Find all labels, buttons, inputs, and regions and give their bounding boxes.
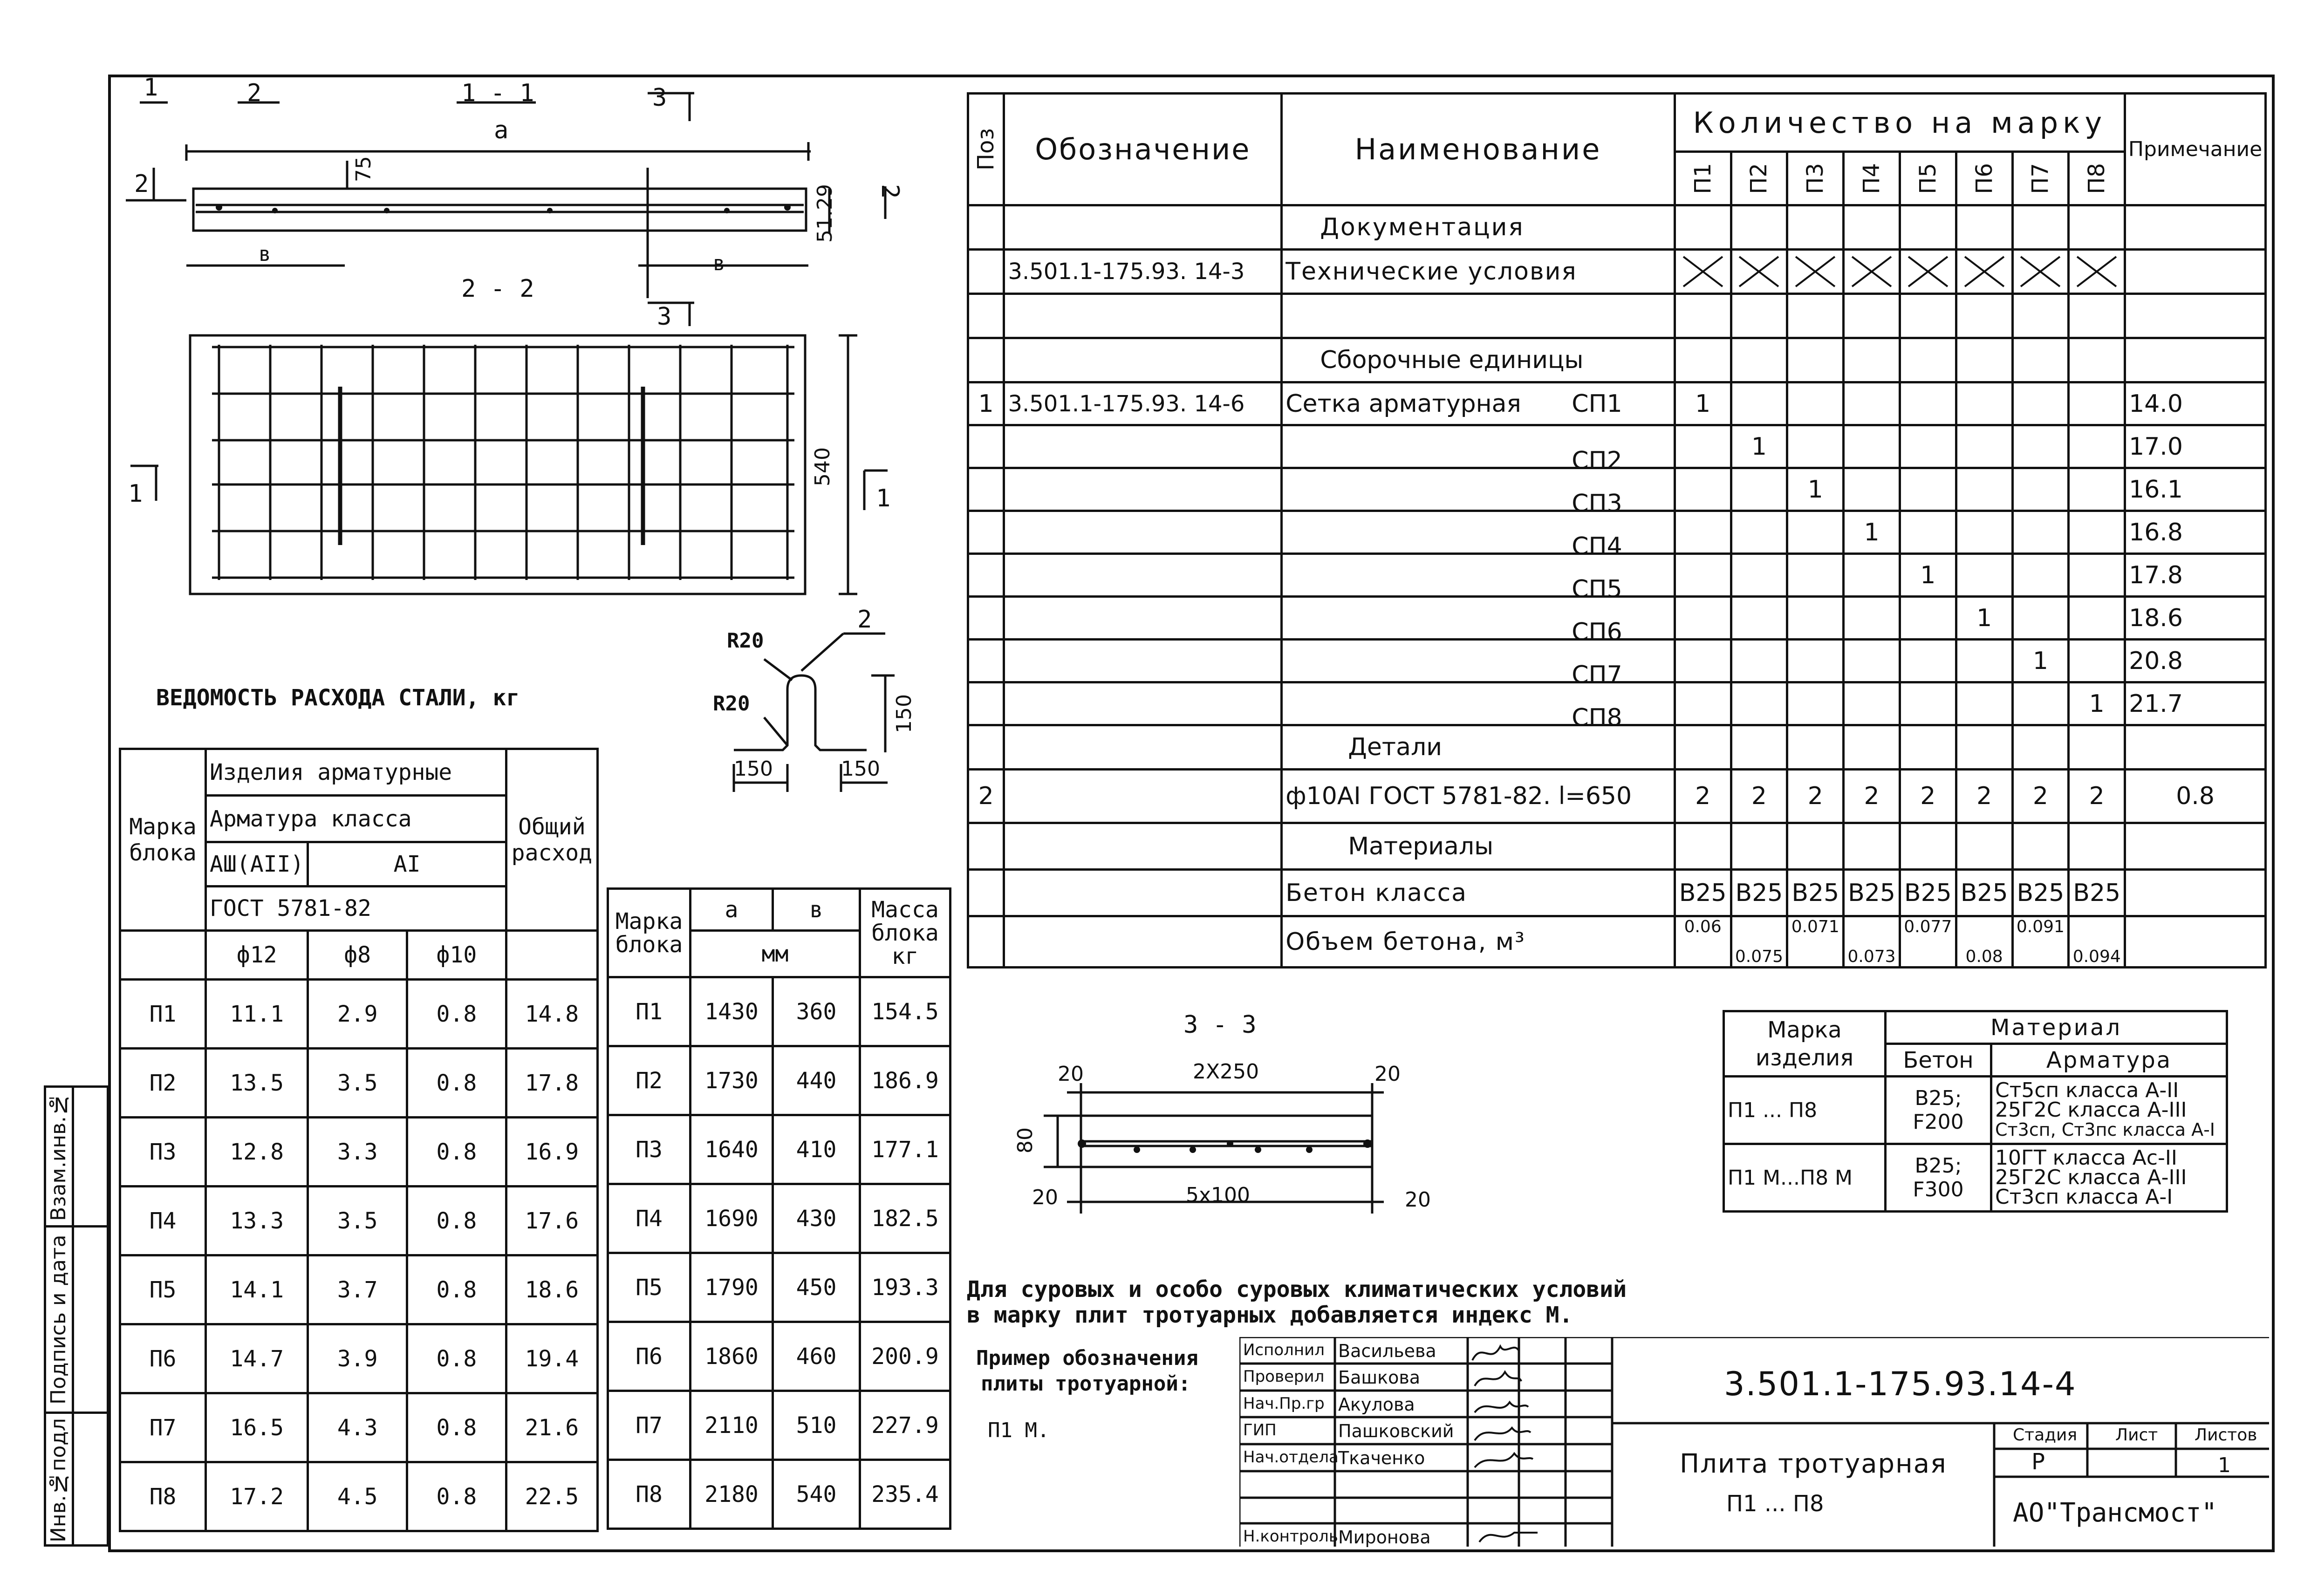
mat-th-mark: Марка изделия [1724,1011,1886,1077]
hook-dim-150-v: 150 [892,694,916,733]
spec-section-materials: Материалы [1282,823,1675,870]
spec-mark-П6: П6 [1971,163,1997,194]
spec-doc-cross-П8 [2069,250,2125,294]
hook-dim-150-left: 150 [734,757,773,781]
spec-concrete-name: Бетон класса [1282,870,1675,916]
sheet-label: Лист [2115,1425,2158,1445]
section-3-3-title: 3 - 3 [1183,1011,1257,1039]
spec-doc-cross-П5 [1900,250,1956,294]
dims-th-a: а [691,889,773,931]
spec-mark-П7: П7 [2027,163,2054,194]
dims-th-b: в [773,889,860,931]
spec-doc-cross-П4 [1844,250,1900,294]
spec-volume-name: Объем бетона, м³ [1282,916,1675,968]
side-stamp-sign: Подпись и дата [47,1235,70,1405]
mark-2-left: 2 [134,170,149,198]
table-row: П5 1790 450 193.3 [608,1253,950,1322]
table-row: СП8 1 21.7 [968,682,2266,725]
steel-th-total: Общий расход [506,749,597,931]
person-name: Акулова [1338,1394,1415,1415]
person-name: Васильева [1338,1341,1436,1361]
table-row: П3 1640 410 177.1 [608,1115,950,1184]
s33-dim-5x100: 5x100 [1186,1183,1251,1207]
dim-540: 540 [811,447,834,486]
spec-section-docs: Документация [1282,205,1675,250]
dim-b-right: в [713,252,725,275]
person-name: Пашковский [1338,1421,1454,1441]
dims-th-mass: Масса блока кг [860,889,950,977]
spec-mark-П2: П2 [1746,163,1772,194]
table-row: СП6 1 18.6 [968,597,2266,640]
table-row: СП3 1 16.1 [968,468,2266,511]
spec-doc-name: Технические условия [1282,250,1675,294]
title-block-code: 3.501.1-175.93.14-4 [1724,1365,2077,1403]
material-table [1723,1010,2228,1213]
s33-dim-20-tl: 20 [1058,1062,1084,1086]
table-row: П1 М...П8 М B25; F300 10ГТ класса Ас-II 25Г2С класса А-III Ст3сп класса А-I [1724,1144,2227,1212]
table-row: СП2 1 17.0 [968,425,2266,468]
steel-table [119,748,599,1532]
spec-th-name: Наименование [1282,94,1675,205]
side-stamp-replace: Взам.инв.№ [47,1092,70,1221]
dim-a: a [494,116,509,144]
steel-th-products: Изделия арматурные [206,749,506,796]
person-name: Миронова [1338,1527,1431,1548]
mark-1-left: 1 [128,480,143,508]
section-1-1-title: 1 - 1 [461,79,534,107]
table-row: П2 1730 440 186.9 [608,1046,950,1115]
person-role: ГИП [1243,1421,1277,1439]
mark-2-right: 2 [876,184,904,199]
note-line-1: Для суровых и особо суровых климатических условий [967,1276,1627,1303]
spec-table: Поз Обозначение Наименование Количество на марку Примечание П1 П2 П3 П4 П5 П6 П7 П8 Документация 3.501.1-175.93. 14-3 Технические условия Сборочные единицы 1 3.501.1-175.93. 14-6 Сетка арматурная СП1 1 14.0 СП2 1 17.0 СП3 1 16.1 СП4 1 16.8 СП5 1 17.8 СП6 1 18.6 СП7 1 20.8 СП8 1 21.7 Детали 2 ф10АI ГОСТ 5781-82. l=650 2 2 2 2 2 2 2 2 0.8 Материалы Бетон класса B25 B25 B25 B25 B25 B25 B25 B25 Объем бетона, м³ 0.06 0.075 0.071 0.073 0.077 0.08 0.091 0.094 [967,92,2267,969]
table-row: П2 13.5 3.5 0.8 17.8 [120,1049,598,1118]
spec-th-note: Примечание [2125,94,2266,205]
title-block [1239,1337,2269,1547]
spec-th-qty: Количество на марку [1675,94,2125,152]
table-row: СП4 1 16.8 [968,511,2266,554]
example-label-2: плиты тротуарной: [981,1372,1191,1396]
person-name: Башкова [1338,1367,1421,1388]
table-row: 1 3.501.1-175.93. 14-6 Сетка арматурная СП1 1 14.0 [968,382,2266,425]
table-row: П8 17.2 4.5 0.8 22.5 [120,1462,598,1531]
steel-th-d12: ф12 [206,931,308,980]
steel-th-class: Арматура класса [206,796,506,842]
dims-th-mark: Марка блока [608,889,691,977]
dim-b-left: в [259,242,271,266]
stage-label: Стадия [2013,1425,2078,1445]
table-row: П1 11.1 2.9 0.8 14.8 [120,980,598,1049]
table-row: СП7 1 20.8 [968,640,2266,682]
s33-dim-20-br: 20 [1405,1188,1431,1212]
spec-doc-designation: 3.501.1-175.93. 14-3 [1004,250,1282,294]
example-label-1: Пример обозначения [976,1346,1198,1370]
table-row: П4 1690 430 182.5 [608,1184,950,1253]
title-block-title: Плита тротуарная [1680,1449,1947,1479]
steel-th-ai: AI [308,842,506,887]
dim-51-29: 51.29 [813,184,837,243]
spec-mark-П1: П1 [1689,163,1716,194]
spec-section-assemblies: Сборочные единицы [1282,338,1675,382]
table-row: П3 12.8 3.3 0.8 16.9 [120,1118,598,1187]
spec-doc-cross-П2 [1731,250,1787,294]
hook-mark: 2 [857,606,872,634]
stage-value: Р [2031,1449,2045,1475]
spec-mark-П4: П4 [1859,163,1885,194]
hook-r20-bottom: R20 [713,692,750,716]
person-role: Исполнил [1243,1341,1325,1359]
spec-mark-П5: П5 [1914,163,1941,194]
spec-detail-name: ф10АI ГОСТ 5781-82. l=650 [1282,770,1675,823]
table-row: П6 1860 460 200.9 [608,1322,950,1391]
sheets-label: Листов [2195,1425,2257,1445]
steel-th-mark: Марка блока [120,749,206,931]
mat-th-material: Материал [1886,1011,2227,1044]
hook-dim-150-right: 150 [841,757,880,781]
person-role: Нач.отдела [1243,1448,1339,1466]
side-stamp-inv: Инв.№подл [47,1418,70,1543]
table-row: П8 2180 540 235.4 [608,1460,950,1529]
spec-doc-cross-П7 [2012,250,2069,294]
person-name: Ткаченко [1338,1448,1425,1468]
mark-3-bottom: 3 [657,303,672,331]
table-row: П5 14.1 3.7 0.8 18.6 [120,1255,598,1324]
steel-th-gost: ГОСТ 5781-82 [206,887,506,931]
s33-dim-20-tr: 20 [1374,1062,1401,1086]
mat-th-concrete: Бетон [1886,1044,1991,1077]
spec-th-designation: Обозначение [1004,94,1282,205]
steel-th-aiii: АШ(АII) [206,842,308,887]
s33-dim-80: 80 [1013,1127,1037,1153]
spec-section-details: Детали [1282,725,1675,770]
dims-table [607,887,951,1530]
spec-doc-cross-П6 [1956,250,2012,294]
spec-th-pos: Поз [973,128,999,171]
s33-dim-2x250: 2X250 [1193,1060,1259,1084]
table-row: П1 ... П8 B25; F200 Ст5сп класса А-II 25Г2С класса А-III Ст3сп, Ст3пс класса А-I [1724,1077,2227,1144]
title-block-range: П1 ... П8 [1726,1491,1824,1517]
dim-75: 75 [352,156,376,182]
steel-table-title: ВЕДОМОСТЬ РАСХОДА СТАЛИ, кг [156,685,520,711]
steel-th-d10: ф10 [407,931,506,980]
spec-doc-cross-П1 [1675,250,1731,294]
hook-r20-top: R20 [727,629,764,653]
person-role: Проверил [1243,1367,1325,1386]
mark-1-right: 1 [876,484,891,512]
table-row: П7 16.5 4.3 0.8 21.6 [120,1393,598,1462]
org-name: АО"Трансмост" [2013,1498,2217,1528]
mark-1-top: 1 [144,74,158,102]
s33-dim-20-bl: 20 [1032,1186,1058,1209]
table-row: СП5 1 17.8 [968,554,2266,597]
note-line-2: в марку плит тротуарных добавляется индекс М. [967,1302,1573,1328]
steel-th-d8: ф8 [308,931,407,980]
table-row: П6 14.7 3.9 0.8 19.4 [120,1324,598,1393]
sheets-value: 1 [2218,1453,2231,1477]
dims-th-unit: мм [691,931,860,977]
table-row: П4 13.3 3.5 0.8 17.6 [120,1187,598,1255]
mark-3-top: 3 [652,84,667,112]
example-value: П1 М. [988,1419,1050,1442]
table-row: П7 2110 510 227.9 [608,1391,950,1460]
person-role: Нач.Пр.гр [1243,1394,1325,1413]
mat-th-rebar: Арматура [1991,1044,2227,1077]
spec-doc-cross-П3 [1787,250,1844,294]
spec-mark-П8: П8 [2084,163,2110,194]
section-2-2-title: 2 - 2 [461,275,534,303]
spec-detail-pos: 2 [968,770,1004,823]
table-row: П1 1430 360 154.5 [608,977,950,1046]
spec-mark-П3: П3 [1802,163,1829,194]
person-role: Н.контроль [1243,1527,1338,1546]
mark-2-top: 2 [247,79,262,107]
